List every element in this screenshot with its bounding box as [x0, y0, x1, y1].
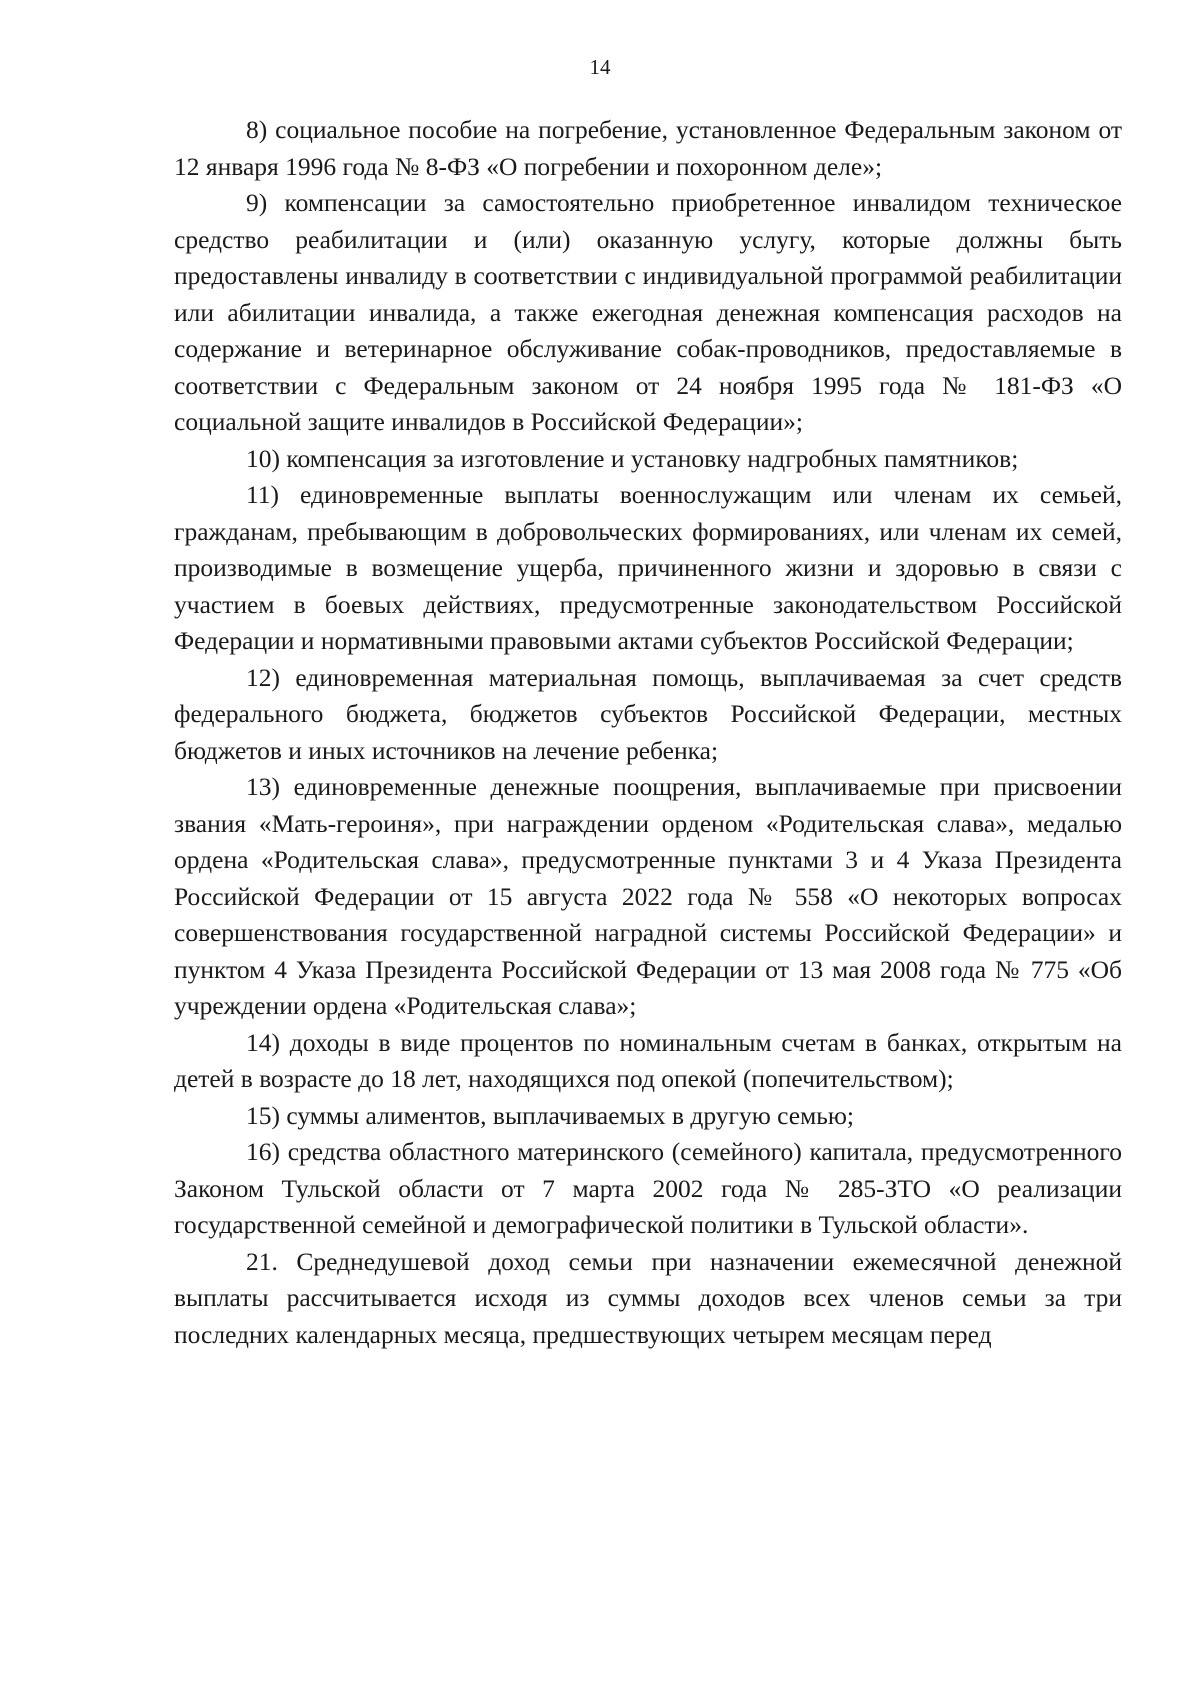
list-item-13: 13) единовременные денежные поощрения, выплачиваемые при присвоении звания «Мать-героиня», при награждении орденом «Родительская слава», медалью ордена «Родительская слава», предусмотренные пунктами 3 и 4 Указа Президента Российской Федерации от 15 августа 2022 года № 558 «О некоторых вопросах совершенствования государственной наградной системы Российской Федерации» и пунктом 4 Указа Президента Российской Федерации от 13 мая 2008 года № 775 «Об учреждении ордена «Родительская слава»;	[174, 772, 1122, 1020]
document-body	[174, 112, 1122, 1353]
list-item-14: 14) доходы в виде процентов по номинальным счетам в банках, открытым на детей в возрасте до 18 лет, находящихся под опекой (попечительством);	[174, 1027, 1122, 1093]
section-21-paragraph: 21. Среднедушевой доход семьи при назначении ежемесячной денежной выплаты рассчитывается исходя из суммы доходов всех членов семьи за три последних календарных месяца, предшествующих четырем месяцам перед	[174, 1246, 1122, 1349]
list-item-16: 16) средства областного материнского (семейного) капитала, предусмотренного Законом Тульской области от 7 марта 2002 года № 285-ЗТО «О реализации государственной семейной и демографической политики в Тульской области».	[174, 1137, 1122, 1239]
list-item-10: 10) компенсация за изготовление и установку надгробных памятников;	[246, 443, 1019, 473]
list-item-9: 9) компенсации за самостоятельно приобретенное инвалидом техническое средство реабилитации и (или) оказанную услугу, которые должны быть предоставлены инвалиду в соответствии с индивидуальной программой реабилитации или абилитации инвалида, а также ежегодная денежная компенсация расходов на содержание и ветеринарное обслуживание собак-проводников, предоставляемые в соответствии с Федеральным законом от 24 ноября 1995 года № 181-ФЗ «О социальной защите инвалидов в Российской Федерации»;	[174, 188, 1122, 436]
list-item-8: 8) социальное пособие на погребение, установленное Федеральным законом от 12 января 1996 года № 8-ФЗ «О погребении и похоронном деле»;	[174, 115, 1122, 181]
list-item-12: 12) единовременная материальная помощь, выплачиваемая за счет средств федерального бюджета, бюджетов субъектов Российской Федерации, местных бюджетов и иных источников на лечение ребенка;	[174, 662, 1122, 765]
page-number: 14	[589, 55, 611, 79]
list-item-15: 15) суммы алиментов, выплачиваемых в другую семью;	[246, 1100, 854, 1130]
list-item-11: 11) единовременные выплаты военнослужащим или членам их семьей, гражданам, пребывающим в добровольческих формированиях, или членам их семей, производимые в возмещение ущерба, причиненного жизни и здоровью в связи с участием в боевых действиях, предусмотренные законодательством Российской Федерации и нормативными правовыми актами субъектов Российской Федерации;	[174, 480, 1122, 655]
